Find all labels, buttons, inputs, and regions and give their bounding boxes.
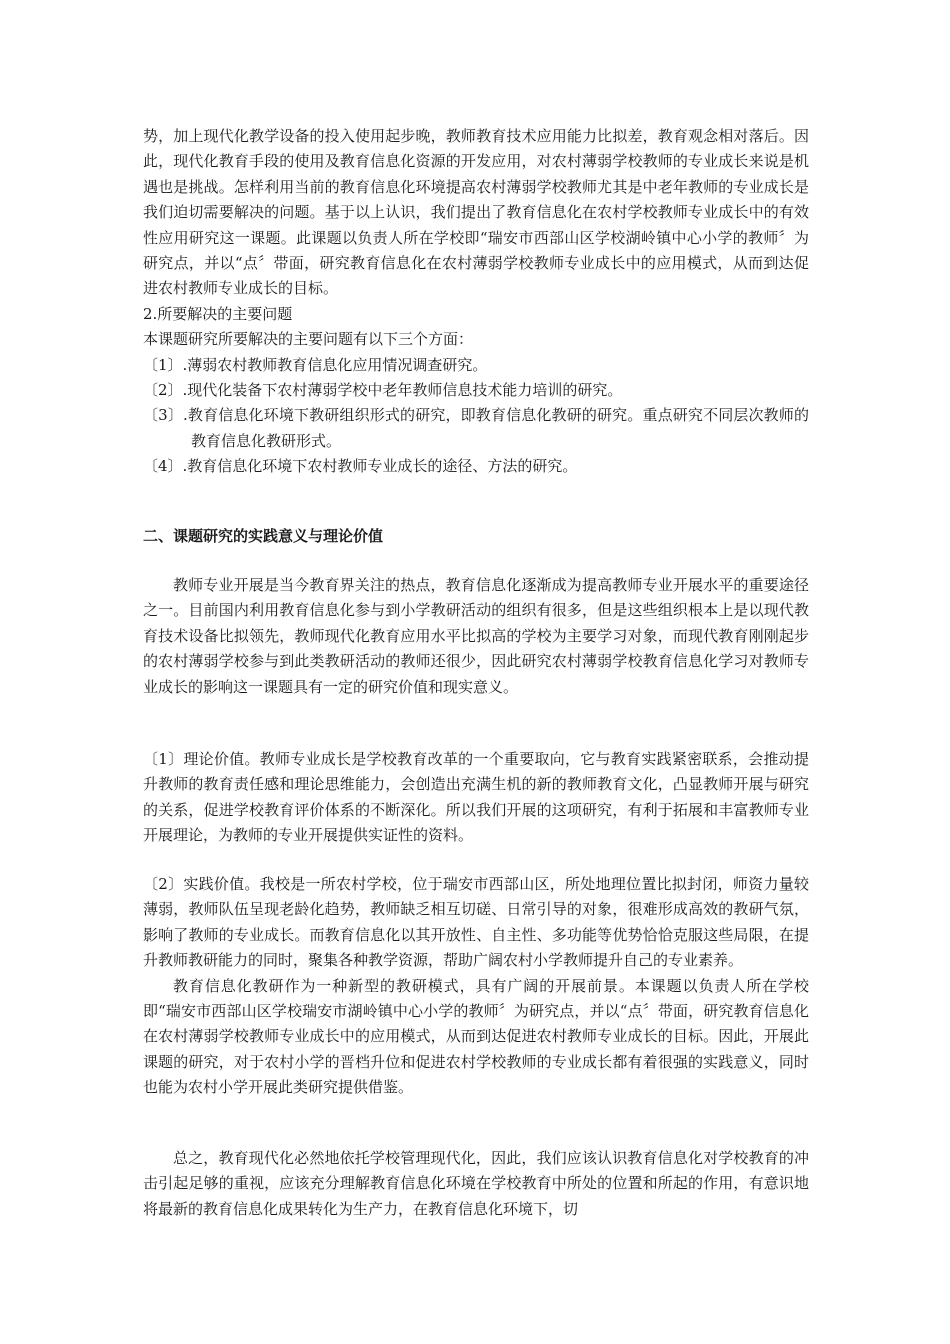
theory-value-paragraph: 〔1〕理论价值。教师专业成长是学校教育改革的一个重要取向，它与教育实践紧密联系，会推动提升教师的教育责任感和理论思维能力，会创造出充满生机的新的教师教育文化，凸显教师开展与研究的关系，促进学校教育评价体系的不断深化。所以我们开展的这项研究，有利于拓展和丰富教师专业开展理论，为教师的专业开展提供实证性的资料。	[143, 750, 809, 845]
practice-value-section	[143, 872, 809, 1101]
practice-value-paragraph: 〔2〕实践价值。我校是一所农村学校，位于瑞安市西部山区，所处地理位置比拟封闭，师资力量较薄弱，教师队伍呈现老龄化趋势，教师缺乏相互切磋、日常引导的对象，很难形成高效的教研气氛，影响了教师的专业成长。而教育信息化以其开放性、自主性、多功能等优势恰恰克服这些局限，在提升教师教研能力的同时，聚集各种教学资源，帮助广阔农村小学教师提升自己的专业素养。	[143, 875, 809, 970]
problem-item-2: 〔2〕.现代化装备下农村薄弱学校中老年教师信息技术能力培训的研究。	[143, 381, 623, 400]
significance-paragraph: 教师专业开展是当今教育界关注的热点，教育信息化逐渐成为提高教师专业开展水平的重要途径之一。目前国内利用教育信息化参与到小学教研活动的组织有很多，但是这些组织根本上是以现代教育技术设备比拟领先，教师现代化教育应用水平比拟高的学校为主要学习对象，而现代教育刚刚起步的农村薄弱学校参与到此类教研活动的教师还很少，因此研究农村薄弱学校教育信息化学习对教师专业成长的影响这一课题具有一定的研究价值和现实意义。	[143, 576, 809, 696]
problem-item-3: 〔3〕.教育信息化环境下教研组织形式的研究，即教育信息化教研的研究。重点研究不同层次教师的教育信息化教研形式。	[143, 406, 809, 450]
lead-sentence: 本课题研究所要解决的主要问题有以下三个方面：	[143, 330, 474, 349]
research-model-paragraph: 教育信息化教研作为一种新型的教研模式，具有广阔的开展前景。本课题以负责人所在学校即“瑞安市西部山区学校瑞安市湖岭镇中心小学的教师〞为研究点，并以“点〞带面，研究教育信息化在农村薄弱学校教师专业成长中的应用模式，从而到达促进农村教师专业成长的目标。因此，开展此课题的研究，对于农村小学的晋档升位和促进农村学校教师的专业成长都有着很强的实践意义，同时也能为农村小学开展此类研究提供借鉴。	[143, 976, 809, 1097]
intro-section	[143, 124, 809, 480]
section-heading: 二、课题研究的实践意义与理论价值	[143, 527, 384, 545]
problem-item-4: 〔4〕.教育信息化环境下农村教师专业成长的途径、方法的研究。	[143, 457, 578, 476]
sub-heading: 2.所要解决的主要问题	[143, 304, 293, 323]
problem-item-1: 〔1〕.薄弱农村教师教育信息化应用情况调查研究。	[143, 355, 488, 374]
intro-paragraph: 势，加上现代化教学设备的投入使用起步晚，教师教育技术应用能力比拟差，教育观念相对落后。因此，现代化教育手段的使用及教育信息化资源的开发应用，对农村薄弱学校教师的专业成长来说是机遇也是挑战。怎样利用当前的教育信息化环境提高农村薄弱学校教师尤其是中老年教师的专业成长是我们迫切需要解决的问题。基于以上认识，我们提出了教育信息化在农村学校教师专业成长中的有效性应用研究这一课题。此课题以负责人所在学校即“瑞安市西部山区学校湖岭镇中心小学的教师〞为研究点，并以“点〞带面，研究教育信息化在农村薄弱学校教师专业成长中的应用模式，从而到达促进农村教师专业成长的目标。	[143, 127, 809, 298]
conclusion-paragraph: 总之，教育现代化必然地依托学校管理现代化，因此，我们应该认识教育信息化对学校教育的冲击引起足够的重视，应该充分理解教育信息化环境在学校教育中所处的位置和所起的作用，有意识地将最新的教育信息化成果转化为生产力，在教育信息化环境下，切	[143, 1149, 809, 1218]
